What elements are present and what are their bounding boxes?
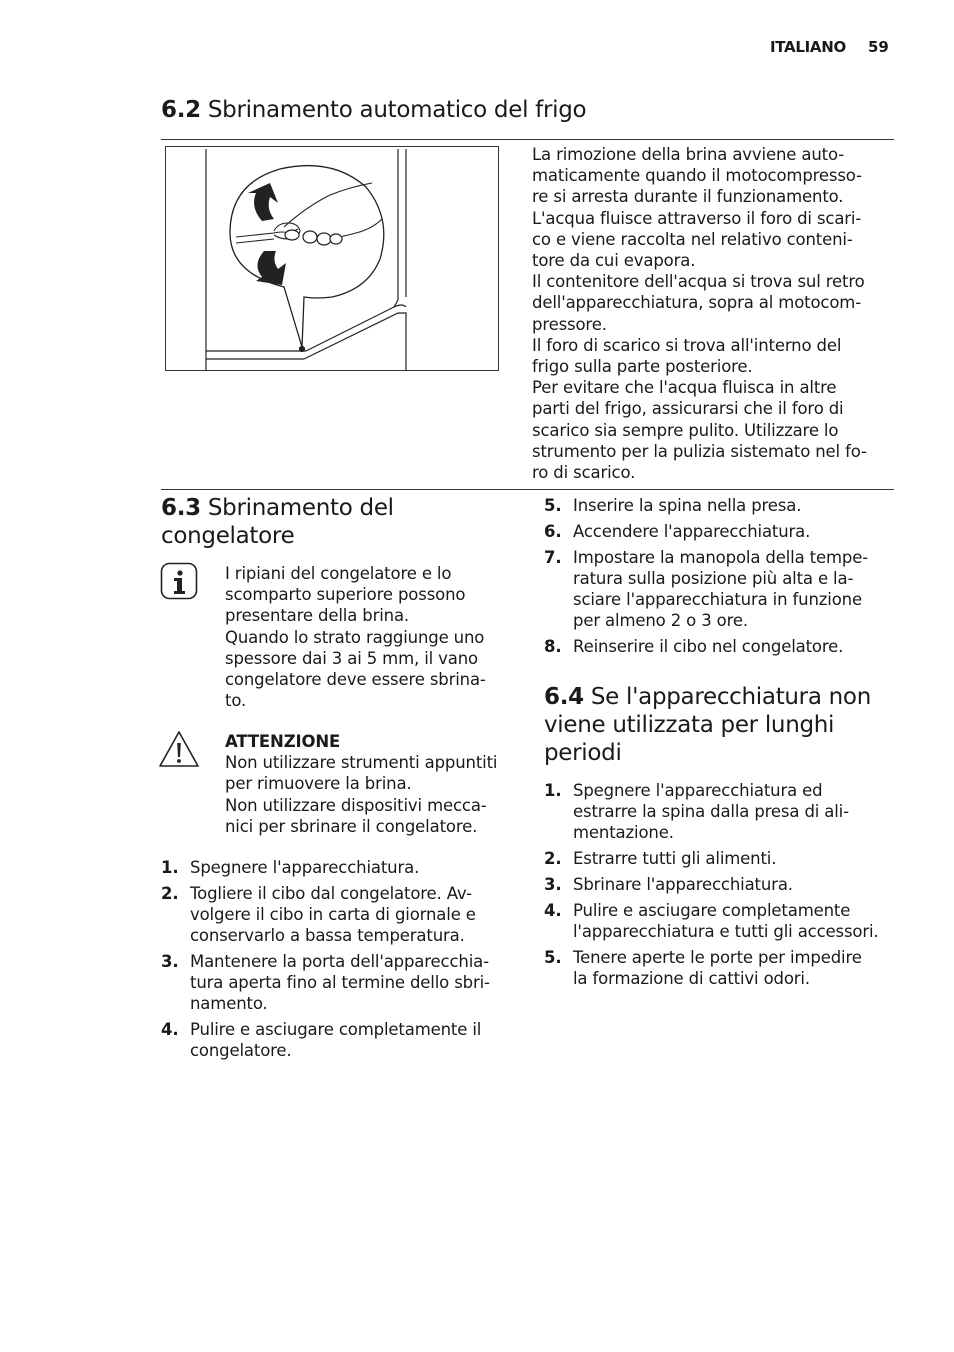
- divider: [161, 139, 894, 140]
- list-item: 7. Impostare la manopola della tempe- ratura sulla posizione più alta e la- sciare l'apparecchiatura in funzione per almeno 2 o 3 ore.: [544, 548, 869, 630]
- warning-title: ATTENZIONE: [225, 732, 341, 751]
- section-title-line2: viene utilizzata per lunghi: [544, 712, 835, 738]
- section-number: 6.4: [544, 684, 584, 710]
- section-6-4-heading: [544, 683, 894, 767]
- section-6-2-text: La rimozione della brina avviene auto- maticamente quando il motocompresso- re si arresta durante il funzionamento. L'acqua fluisce attraverso il foro di scari- co e viene raccolta nel relativo conteni- tore da cui evapora. Il contenitore dell'acqua si trova sul retro dell'apparecchiatura, sopra al motocom- pressore. Il foro di scarico si trova all'interno del frigo sulla parte posteriore. Per evitare che l'acqua fluisca in altre parti del frigo, assicurarsi che il foro di scarico sia sempre pulito. Utilizzare lo strumento per la pulizia sistemato nel fo- ro di scarico.: [532, 145, 867, 483]
- divider: [161, 489, 894, 490]
- list-item: 2. Estrarre tutti gli alimenti.: [544, 849, 777, 868]
- section-6-3-heading: [161, 494, 521, 550]
- warning-triangle-icon: [158, 730, 200, 768]
- section-number: 6.3: [161, 495, 201, 521]
- list-item: 1. Spegnere l'apparecchiatura.: [161, 858, 420, 877]
- section-number: 6.2: [161, 97, 201, 123]
- section-title-line1: Sbrinamento del: [207, 495, 394, 521]
- list-item: 1. Spegnere l'apparecchiatura ed estrarre la spina dalla presa di ali- mentazione.: [544, 781, 849, 842]
- info-note: I ripiani del congelatore e lo scomparto superiore possono presentare della brina. Quando lo strato raggiunge uno spessore dai 3 ai 5 mm, il vano congelatore deve essere sbrina- to.: [225, 564, 486, 711]
- list-item: 6. Accendere l'apparecchiatura.: [544, 522, 811, 541]
- defrost-steps-list-a: [161, 857, 521, 1066]
- fridge-drain-hole-illustration: [166, 147, 498, 370]
- header-language: ITALIANO: [770, 38, 846, 56]
- section-title-line3: periodi: [544, 740, 622, 766]
- warning-note: ATTENZIONE Non utilizzare strumenti appuntiti per rimuovere la brina. Non utilizzare dispositivi mecca- nici per sbrinare il congelatore.: [225, 731, 520, 837]
- list-item: 5. Inserire la spina nella presa.: [544, 496, 802, 515]
- defrost-illustration: [165, 146, 499, 371]
- list-item: 4. Pulire e asciugare completamente l'apparecchiatura e tutti gli accessori.: [544, 901, 879, 941]
- info-icon: [160, 562, 198, 600]
- list-item: 2. Togliere il cibo dal congelatore. Av- volgere il cibo in carta di giornale e conservarlo a bassa temperatura.: [161, 884, 476, 945]
- section-6-2-heading: [161, 96, 586, 124]
- section-title: Sbrinamento automatico del frigo: [207, 97, 587, 123]
- list-item: 3. Sbrinare l'apparecchiatura.: [544, 875, 793, 894]
- storage-steps-list: [544, 780, 896, 994]
- list-item: 4. Pulire e asciugare completamente il congelatore.: [161, 1020, 482, 1060]
- page-number: 59: [868, 38, 889, 56]
- list-item: 5. Tenere aperte le porte per impedire la formazione di cattivi odori.: [544, 948, 862, 988]
- section-title-line2: congelatore: [161, 523, 295, 549]
- defrost-steps-list-b: [544, 495, 894, 662]
- list-item: 8. Reinserire il cibo nel congelatore.: [544, 637, 844, 656]
- list-item: 3. Mantenere la porta dell'apparecchia- tura aperta fino al termine dello sbri- namento.: [161, 952, 490, 1013]
- section-title-line1: Se l'apparecchiatura non: [590, 684, 871, 710]
